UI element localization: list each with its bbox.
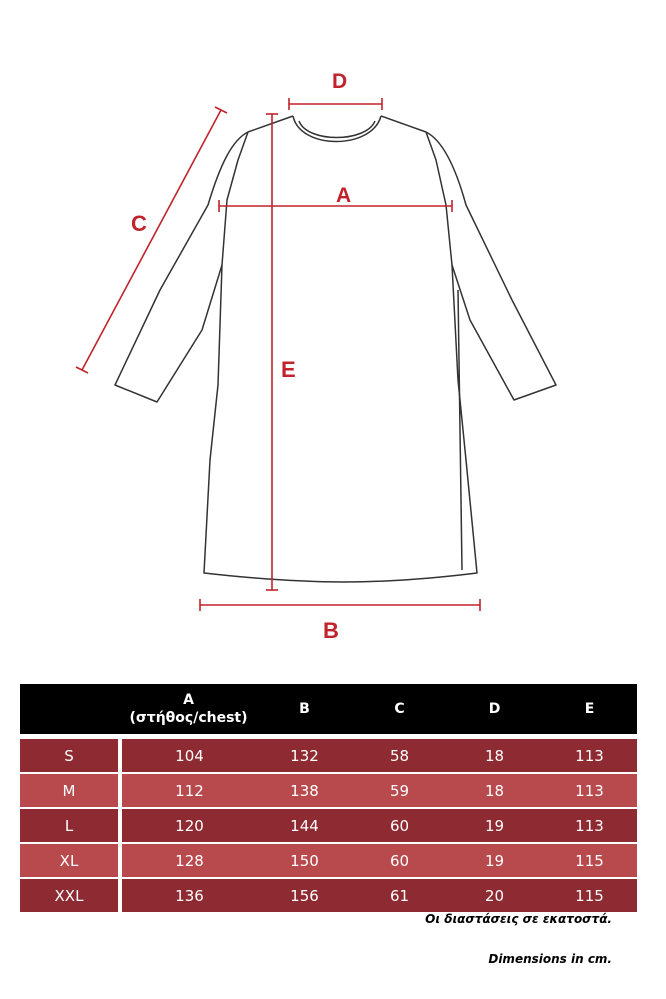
- table-row: [20, 808, 637, 843]
- label-d: D: [332, 70, 348, 93]
- value-cell: 113: [542, 808, 637, 843]
- left-sleeve-outline: [115, 132, 248, 402]
- value-cell: 150: [257, 843, 352, 878]
- value-cell: 128: [120, 843, 257, 878]
- label-b: B: [323, 618, 339, 643]
- value-cell: 61: [352, 878, 447, 912]
- label-e: E: [281, 357, 296, 382]
- value-cell: 136: [120, 878, 257, 912]
- label-c: C: [131, 211, 147, 236]
- value-cell: 104: [120, 739, 257, 773]
- value-cell: 115: [542, 878, 637, 912]
- header-b: B: [257, 684, 352, 734]
- table-row: [20, 773, 637, 808]
- value-cell: 132: [257, 739, 352, 773]
- measurement-lines: [76, 98, 480, 611]
- header-c: C: [352, 684, 447, 734]
- header-a-letter: A: [183, 692, 194, 708]
- value-cell: 18: [447, 739, 542, 773]
- size-chart-table: [20, 684, 637, 912]
- size-cell: XXL: [20, 878, 120, 912]
- value-cell: 60: [352, 808, 447, 843]
- value-cell: 113: [542, 739, 637, 773]
- header-a-sub: (στήθος/chest): [129, 710, 248, 726]
- size-cell: M: [20, 773, 120, 808]
- value-cell: 120: [120, 808, 257, 843]
- table-row: [20, 878, 637, 912]
- value-cell: 58: [352, 739, 447, 773]
- header-e: E: [542, 684, 637, 734]
- value-cell: 113: [542, 773, 637, 808]
- header-d: D: [447, 684, 542, 734]
- size-chart-header: [20, 684, 637, 739]
- value-cell: 60: [352, 843, 447, 878]
- value-cell: 115: [542, 843, 637, 878]
- value-cell: 19: [447, 808, 542, 843]
- size-cell: L: [20, 808, 120, 843]
- right-sleeve-outline: [426, 132, 556, 400]
- value-cell: 144: [257, 808, 352, 843]
- header-a: [120, 684, 257, 734]
- value-cell: 156: [257, 878, 352, 912]
- measure-line-c: [82, 110, 221, 370]
- value-cell: 138: [257, 773, 352, 808]
- value-cell: 59: [352, 773, 447, 808]
- value-cell: 19: [447, 843, 542, 878]
- value-cell: 20: [447, 878, 542, 912]
- table-row: [20, 739, 637, 773]
- table-row: [20, 843, 637, 878]
- header-size: [20, 684, 120, 734]
- size-cell: XL: [20, 843, 120, 878]
- value-cell: 112: [120, 773, 257, 808]
- value-cell: 18: [447, 773, 542, 808]
- dimensions-note-greek: Οι διαστάσεις σε εκατοστά.: [425, 912, 612, 926]
- right-side-seam: [458, 290, 462, 570]
- label-a: A: [336, 184, 352, 207]
- dimensions-note-english: Dimensions in cm.: [488, 952, 612, 966]
- size-cell: S: [20, 739, 120, 773]
